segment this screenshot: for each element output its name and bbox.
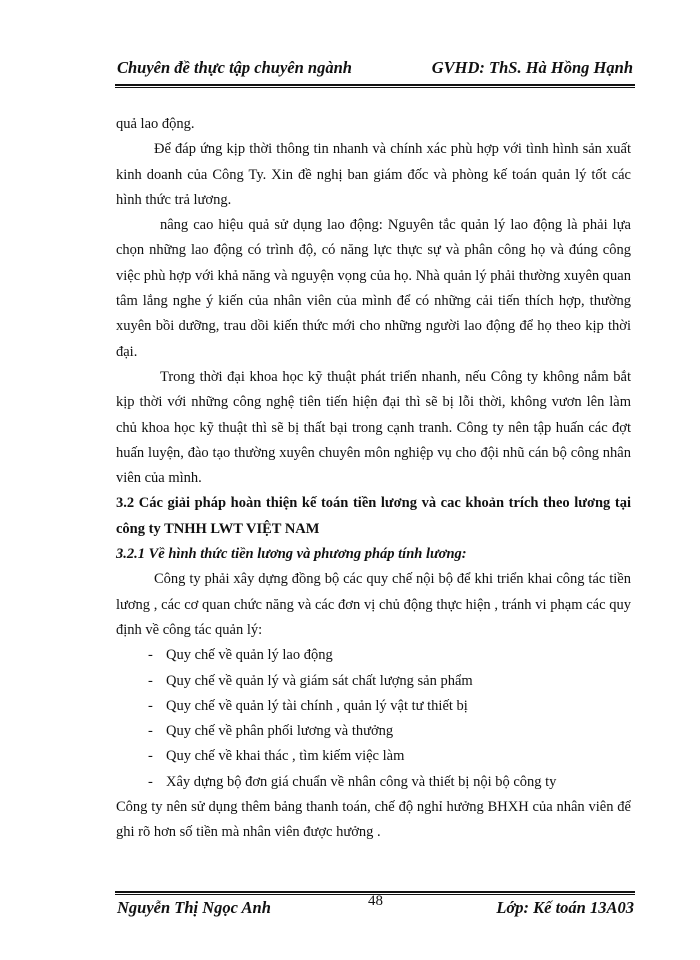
list-item-text: Xây dựng bộ đơn giá chuẩn về nhân công và thiết bị nội bộ công ty: [166, 773, 557, 790]
list-item-text: Quy chế về quản lý tài chính , quản lý vật tư thiết bị: [166, 697, 468, 714]
list-item: [116, 770, 631, 795]
header-divider-thin: [115, 87, 635, 88]
list-item: [116, 719, 631, 744]
list-item: [116, 643, 631, 668]
list-dash: -: [148, 672, 153, 689]
paragraph-continuation: quả lao động.: [116, 116, 195, 132]
document-body: [116, 112, 631, 846]
footer-author: Nguyễn Thị Ngọc Anh: [117, 898, 271, 917]
section-heading: 3.2 Các giải pháp hoàn thiện kế toán tiền lương và cac khoản trích theo lương tại công ty TNHH LWT VIỆT NAM: [116, 495, 631, 537]
list-dash: -: [148, 723, 153, 740]
paragraph-internal-rules: Công ty phải xây dựng đồng bộ các quy chế nội bộ để khi triển khai công tác tiền lương , các cơ quan chức năng và các đơn vị chủ động thực hiện , tránh vi phạm các quy định về công tác quản lý:: [116, 571, 631, 638]
paragraph-timely-info: Để đáp ứng kịp thời thông tin nhanh và chính xác phù hợp với tình hình sản xuất kinh doanh của Công Ty. Xin đề nghị ban giám đốc và phòng kế toán quản lý tốt các hình thức trả lương.: [116, 141, 631, 208]
page-number: 48: [368, 893, 383, 909]
list-dash: -: [148, 773, 153, 790]
list-item: [116, 694, 631, 719]
list-item: [116, 744, 631, 769]
paragraph-bhxh: Công ty nên sử dụng thêm bảng thanh toán, chế độ nghỉ hưởng BHXH của nhân viên để ghi rõ hơn số tiền mà nhân viên được hưởng .: [116, 799, 631, 841]
list-item-text: Quy chế về khai thác , tìm kiếm việc làm: [166, 748, 405, 765]
list-item-text: Quy chế về quản lý lao động: [166, 647, 333, 664]
regulation-list: [116, 643, 631, 795]
paragraph-labor-efficiency: nâng cao hiệu quả sử dụng lao động: Nguyên tắc quản lý lao động là phải lựa chọn những lao động có trình độ, có năng lực thực sự và phân công họ và đúng công việc phù hợp với khả năng và nguyện vọng của họ. Nhà quản lý phải thường xuyên quan tâm lắng nghe ý kiến của nhân viên của mình để có những cải tiến thích hợp, thường xuyên bồi dưỡng, trau dồi kiến thức mới cho những người lao động để họ theo kịp thời đại.: [116, 217, 631, 360]
header-divider: [115, 84, 635, 86]
list-item-text: Quy chế về quản lý và giám sát chất lượng sản phẩm: [166, 672, 473, 689]
list-item-text: Quy chế về phân phối lương và thưởng: [166, 723, 394, 740]
header-title: Chuyên đề thực tập chuyên ngành: [117, 58, 352, 77]
list-dash: -: [148, 647, 153, 664]
list-dash: -: [148, 697, 153, 714]
list-dash: -: [148, 748, 153, 765]
header-advisor: GVHD: ThS. Hà Hồng Hạnh: [431, 58, 633, 77]
paragraph-technology: Trong thời đại khoa học kỹ thuật phát triển nhanh, nếu Công ty không nắm bắt kịp thời với những công nghệ tiên tiến hiện đại thì sẽ bị lỗi thời, không vươn lên làm chủ khoa học kỹ thuật thì sẽ bị thất bại trong cạnh tranh. Công ty nên tập huấn các đợt huấn luyện, đào tạo thường xuyên chuyên môn nghiệp vụ cho đội nhũ cán bộ công nhân viên của mình.: [116, 368, 631, 487]
footer-class: Lớp: Kế toán 13A03: [496, 898, 634, 917]
subsection-heading: 3.2.1 Về hình thức tiền lương và phương pháp tính lương:: [116, 546, 467, 563]
list-item: [116, 669, 631, 694]
page-header: [115, 58, 635, 84]
